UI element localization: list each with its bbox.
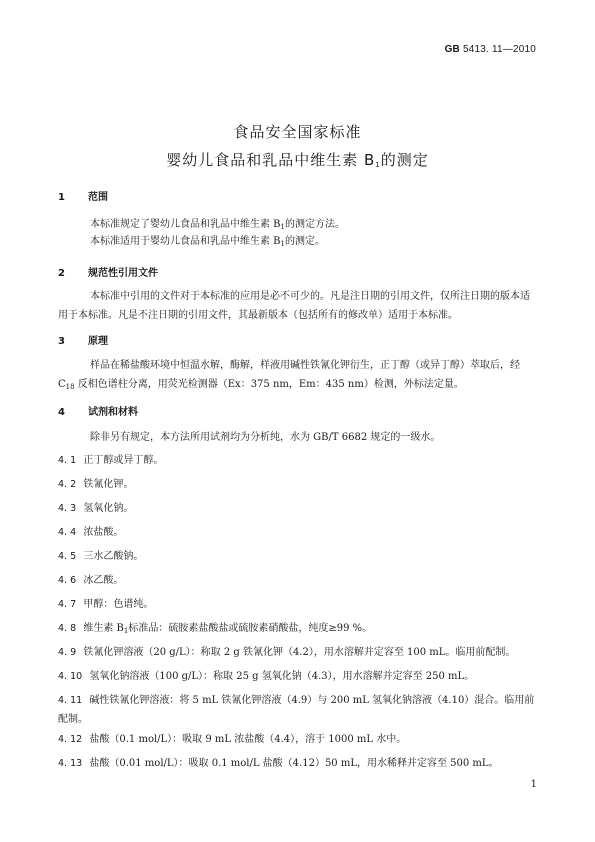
reagent-item: 4. 7 甲醇：色谱纯。 (58, 599, 154, 610)
principle-paragraph: 样品在稀盐酸环境中恒温水解，酶解，样液用碱性铁氰化钾衍生，正丁醇（或异丁醇）萃取后，经 $C_{18}$ 反相色谱柱分离，用荧光检测器（Ex：375 nm，Em：435 nm）检测，外标法定量。 (58, 360, 520, 391)
reagent-item: 4. 11 碱性铁氰化钾溶液：将 5 mL 铁氰化钾溶液（4.9）与 200 mL 氢氧化钠溶液（4.10）混合。临用前配制。 (58, 695, 535, 725)
normative-paragraph: 本标准中引用的文件对于本标准的应用是必不可少的。凡是注日期的引用文件，仅所注日期的版本适用于本标准。凡是不注日期的引用文件，其最新版本（包括所有的修改单）适用于本标准。 (58, 291, 530, 321)
reagent-item: 4. 12 盐酸（0.1 mol/L）：吸取 9 mL 浓盐酸（4.4），溶于 1000 mL 水中。 (58, 734, 407, 745)
reagent-item: 4. 10 氢氧化钠溶液（100 g/L）：称取 25 g 氢氧化钠（4.3），用水溶解并定容至 250 mL。 (58, 671, 475, 682)
reagent-item: 4. 5 三水乙酸钠。 (58, 551, 144, 562)
standard-code-header: GB 5413. 11—2010 (444, 44, 536, 55)
page-number: 1 (530, 779, 537, 790)
section-4-heading: 4 试剂和材料 (58, 407, 138, 418)
reagent-item: 4. 4 浓盐酸。 (58, 527, 124, 538)
document-title: 食品安全国家标准 (233, 123, 362, 141)
reagent-item: 4. 2 铁氰化钾。 (58, 479, 134, 490)
reagent-item: 4. 3 氢氧化钠。 (58, 503, 134, 514)
reagent-item: 4. 1 正丁醇或异丁醇。 (58, 455, 164, 466)
document-subtitle: 婴幼儿食品和乳品中维生素 $B_1$的测定 (166, 151, 429, 169)
scope-paragraph-1: 本标准规定了婴幼儿食品和乳品中维生素 $B_1$的测定方法。 (90, 219, 345, 231)
section-2-heading: 2 规范性引用文件 (58, 268, 158, 279)
reagents-intro: 除非另有规定，本方法所用试剂均为分析纯，水为 GB/T 6682 规定的一级水。 (90, 432, 441, 443)
scope-paragraph-2: 本标准适用于婴幼儿食品和乳品中维生素 $B_1$的测定。 (90, 236, 325, 248)
section-1-heading: 1 范围 (58, 192, 108, 203)
section-3-heading: 3 原理 (58, 336, 108, 347)
reagent-item: 4. 6 冰乙酸。 (58, 575, 124, 586)
reagent-item: 4. 9 铁氰化钾溶液（20 g/L）：称取 2 g 铁氰化钾（4.2），用水溶解并定容至 100 mL。临用前配制。 (58, 647, 516, 658)
reagent-item: 4. 8 维生素 $B_1$标准品：硫胺素盐酸盐或硫胺素硝酸盐，纯度≥99 %。 (58, 623, 373, 635)
reagent-item: 4. 13 盐酸（0.01 mol/L）：吸取 0.1 mol/L 盐酸（4.12）50 mL，用水稀释并定容至 500 mL。 (58, 758, 499, 769)
